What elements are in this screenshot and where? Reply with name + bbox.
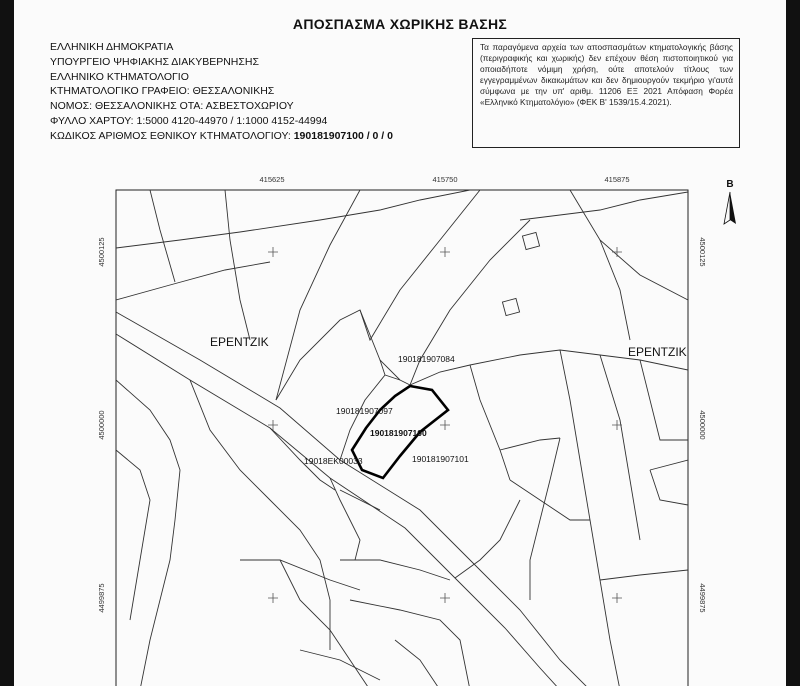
boundary-line [116, 262, 270, 300]
disclaimer-box: Τα παραγόμενα αρχεία των αποσπασμάτων κτηματολογικής βάσης (περιγραφικής και χωρικής) δεν επέχουν θέση πιστοποιητικού για οποιαδήποτε νόμιμη χρήση, ούτε αποτελούν τίτλους των εγγεγραμμένων δικαιωμάτων και δεν δημιουργούν τεκμήριο γι'αυτά σύμφωνα με την υπ' αριθμ. 11206 ΕΞ 2021 Απόφαση Φορέα «Ελληνικό Κτηματολόγιο» (ΦΕΚ Β' 1539/15.4.2021). [472, 38, 740, 148]
y-tick-label-right: 4499875 [698, 583, 707, 613]
y-tick-label-right: 4500125 [698, 237, 707, 267]
grid-crosses [268, 247, 622, 603]
building-outline [522, 232, 539, 249]
parcel-label-target: 190181907100 [370, 428, 427, 438]
x-tick-label: 415750 [432, 175, 458, 184]
boundary-line [340, 560, 450, 580]
info-line-ministry: ΥΠΟΥΡΓΕΙΟ ΨΗΦΙΑΚΗΣ ΔΙΑΚΥΒΕΡΝΗΣΗΣ [50, 55, 259, 68]
y-tick-label: 4500000 [97, 410, 106, 440]
parcel-label-084: 190181907084 [398, 354, 455, 364]
boundary-line [600, 570, 688, 580]
boundary-line [350, 600, 470, 686]
boundary-line [240, 560, 360, 590]
x-tick-label: 415875 [604, 175, 630, 184]
parcel-label-101: 190181907101 [412, 454, 469, 464]
road-edge-upper [116, 312, 590, 686]
boundary-line [455, 500, 520, 578]
document-title: ΑΠΟΣΠΑΣΜΑ ΧΩΡΙΚΗΣ ΒΑΣΗΣ [292, 16, 508, 32]
boundary-line [340, 490, 380, 510]
boundary-line [510, 480, 590, 520]
north-arrow-icon [724, 179, 736, 224]
boundary-line [520, 192, 688, 220]
boundary-line [276, 190, 360, 400]
boundary-line [600, 355, 640, 540]
kaek-label: ΚΩΔΙΚΟΣ ΑΡΙΘΜΟΣ ΕΘΝΙΚΟΥ ΚΤΗΜΑΤΟΛΟΓΙΟΥ: [50, 129, 291, 142]
boundary-line [225, 190, 250, 340]
road-edge-lower [116, 334, 560, 686]
info-line-prefecture: ΝΟΜΟΣ: ΘΕΣΣΑΛΟΝΙΚΗΣ ΟΤΑ: ΑΣΒΕΣΤΟΧΩΡΙΟΥ [50, 100, 294, 113]
boundary-line [570, 190, 688, 300]
boundary-line [395, 640, 440, 686]
parcel-label-097: 190181907097 [336, 406, 393, 416]
boundary-line [470, 365, 510, 480]
x-tick-label: 415625 [259, 175, 285, 184]
boundary-line [300, 650, 380, 680]
boundary-line [116, 190, 470, 248]
boundary-line [330, 478, 360, 560]
parcel-lines [116, 190, 688, 686]
boundary-line [276, 310, 400, 400]
y-tick-label-right: 4500000 [698, 410, 707, 440]
boundary-line [640, 360, 688, 440]
boundary-line [150, 190, 175, 282]
boundary-line [530, 438, 560, 600]
kaek-value: 190181907100 / 0 / 0 [293, 129, 393, 142]
info-line-cadastre: ΕΛΛΗΝΙΚΟ ΚΤΗΜΑΤΟΛΟΓΙΟ [50, 70, 189, 83]
boundary-line [560, 350, 620, 686]
boundary-line [500, 438, 560, 450]
parcel-label-road: 19018ΕΚ00033 [304, 456, 363, 466]
boundary-line [360, 190, 480, 340]
place-name-label: ΕΡΕΝΤΖΙΚ [210, 335, 269, 349]
info-line-map-sheet: ΦΥΛΛΟ ΧΑΡΤΟΥ: 1:5000 4120-44970 / 1:1000 4152-44994 [50, 114, 328, 127]
boundary-line [116, 450, 150, 620]
boundary-line [650, 460, 688, 470]
map-border [116, 190, 688, 686]
y-tick-label: 4499875 [97, 583, 106, 613]
place-name-label: ΕΡΕΝΤΖΙΚ [628, 345, 687, 359]
building-outline [502, 298, 519, 315]
info-line-country: ΕΛΛΗΝΙΚΗ ΔΗΜΟΚΡΑΤΙΑ [50, 41, 174, 53]
boundary-line [600, 240, 630, 340]
y-tick-label: 4500125 [97, 237, 106, 267]
north-label: Β [726, 179, 734, 190]
info-line-office: ΚΤΗΜΑΤΟΛΟΓΙΚΟ ΓΡΑΦΕΙΟ: ΘΕΣΣΑΛΟΝΙΚΗΣ [50, 85, 275, 98]
boundary-line [650, 470, 688, 505]
boundary-line [116, 380, 180, 686]
